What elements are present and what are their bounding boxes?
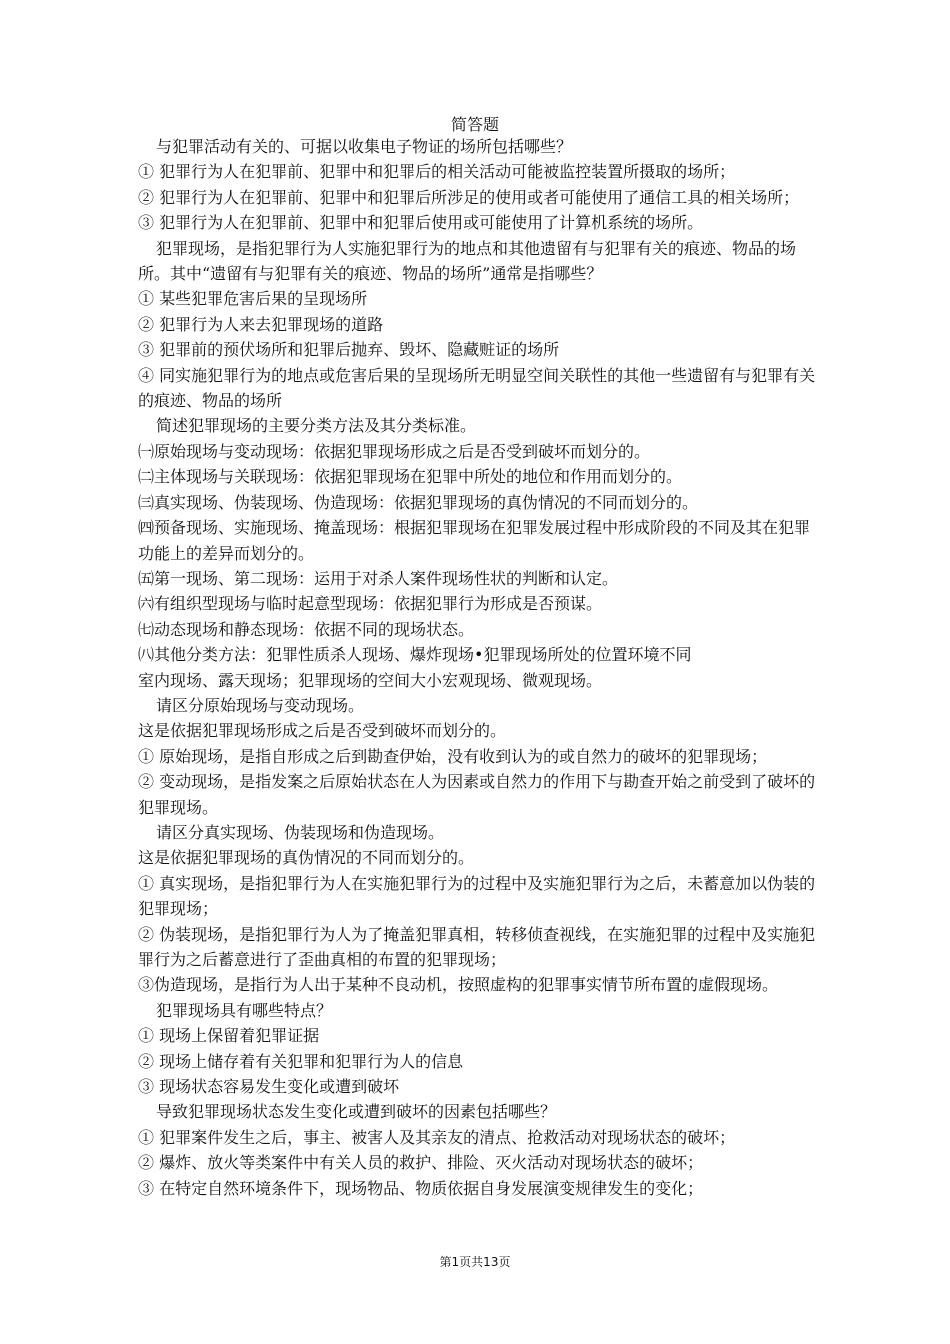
answer-paragraph: ② 现场上储存着有关犯罪和犯罪行为人的信息 [138, 1051, 464, 1071]
answer-paragraph: ② 犯罪行为人来去犯罪现场的道路 [138, 314, 384, 334]
answer-paragraph: ㈥有组织型现场与临时起意型现场：依据犯罪行为形成是否预谋。 [138, 594, 603, 614]
answer-paragraph: ① 犯罪行为人在犯罪前、犯罪中和犯罪后的相关活动可能被监控装置所摄取的场所； [138, 162, 736, 182]
answer-paragraph: ① 犯罪案件发生之后，事主、被害人及其亲友的清点、抢救活动对现场状态的破坏； [138, 1127, 736, 1147]
answer-paragraph: ④ 同实施犯罪行为的地点或危害后果的呈现场所无明显空间关联性的其他一些遗留有与犯罪有关的痕迹、物品的场所 [138, 365, 816, 411]
answer-paragraph: ③伪造现场，是指行为人出于某种不良动机，按照虚构的犯罪事实情节所布置的虚假现场。 [138, 975, 779, 995]
answer-paragraph: ① 某些犯罪危害后果的呈现场所 [138, 289, 368, 309]
answer-paragraph: ② 爆炸、放火等类案件中有关人员的救护、排险、灭火活动对现场状态的破坏； [138, 1153, 704, 1173]
question-paragraph: 请区分真实现场、伪装现场和伪造现场。 [156, 822, 445, 842]
answer-paragraph: ② 犯罪行为人在犯罪前、犯罪中和犯罪后所涉足的使用或者可能使用了通信工具的相关场所； [138, 187, 800, 207]
answer-paragraph: ① 现场上保留着犯罪证据 [138, 1026, 320, 1046]
page-footer: 第1页共13页 [439, 1255, 511, 1269]
answer-paragraph: ㈢真实现场、伪装现场、伪造现场：依据犯罪现场的真伪情况的不同而划分的。 [138, 492, 699, 512]
answer-paragraph: ③ 犯罪行为人在犯罪前、犯罪中和犯罪后使用或可能使用了计算机系统的场所。 [138, 213, 704, 233]
answer-paragraph: ② 伪装现场，是指犯罪行为人为了掩盖犯罪真相，转移侦查视线，在实施犯罪的过程中及实施犯罪行为之后蓄意进行了歪曲真相的布置的犯罪现场； [138, 924, 816, 969]
answer-paragraph: ② 变动现场，是指发案之后原始状态在人为因素或自然力的作用下与勘查开始之前受到了破坏的犯罪现场。 [138, 772, 816, 817]
question-paragraph: 请区分原始现场与变动现场。 [156, 695, 365, 715]
answer-paragraph: ③ 犯罪前的预伏场所和犯罪后抛弃、毁坏、隐藏赃证的场所 [138, 340, 560, 360]
answer-paragraph: 室内现场、露天现场；犯罪现场的空间大小宏观现场、微观现场。 [138, 670, 603, 690]
answer-paragraph: 这是依据犯罪现场的真伪情况的不同而划分的。 [138, 848, 475, 868]
question-paragraph: 犯罪现场具有哪些特点？ [156, 1000, 333, 1020]
question-paragraph: 与犯罪活动有关的、可据以收集电子物证的场所包括哪些？ [156, 137, 573, 156]
answer-paragraph: ① 真实现场，是指犯罪行为人在实施犯罪行为的过程中及实施犯罪行为之后，未蓄意加以伪装的犯罪现场； [138, 873, 816, 919]
answer-paragraph: ㈧其他分类方法：犯罪性质杀人现场、爆炸现场•犯罪现场所处的位置环境不同 [138, 645, 692, 665]
answer-paragraph: ③ 现场状态容易发生变化或遭到破坏 [138, 1077, 400, 1097]
answer-paragraph: ㈠原始现场与变动现场：依据犯罪现场形成之后是否受到破坏而划分的。 [138, 441, 651, 461]
page-title: 简答题 [450, 115, 499, 134]
answer-paragraph: ① 原始现场，是指自形成之后到勘查伊始，没有收到认为的或自然力的破坏的犯罪现场； [138, 746, 768, 766]
answer-paragraph: 这是依据犯罪现场形成之后是否受到破坏而划分的。 [138, 721, 507, 741]
question-paragraph: 导致犯罪现场状态发生变化或遭到破坏的因素包括哪些？ [156, 1102, 557, 1122]
document-body [138, 134, 818, 1201]
question-paragraph: 犯罪现场，是指犯罪行为人实施犯罪行为的地点和其他遗留有与犯罪有关的痕迹、物品的场所。其中“遗留有与犯罪有关的痕迹、物品的场所”通常是指哪些？ [138, 238, 797, 284]
question-paragraph: 简述犯罪现场的主要分类方法及其分类标准。 [156, 416, 477, 436]
answer-paragraph: ㈣预备现场、实施现场、掩盖现场：根据犯罪现场在犯罪发展过程中形成阶段的不同及其在犯罪功能上的差异而划分的。 [138, 518, 811, 563]
answer-paragraph: ㈦动态现场和静态现场：依据不同的现场状态。 [138, 619, 475, 639]
answer-paragraph: ㈡主体现场与关联现场：依据犯罪现场在犯罪中所处的地位和作用而划分的。 [138, 467, 683, 487]
answer-paragraph: ③ 在特定自然环境条件下，现场物品、物质依据自身发展演变规律发生的变化； [138, 1178, 704, 1198]
answer-paragraph: ㈤第一现场、第二现场：运用于对杀人案件现场性状的判断和认定。 [138, 568, 619, 588]
